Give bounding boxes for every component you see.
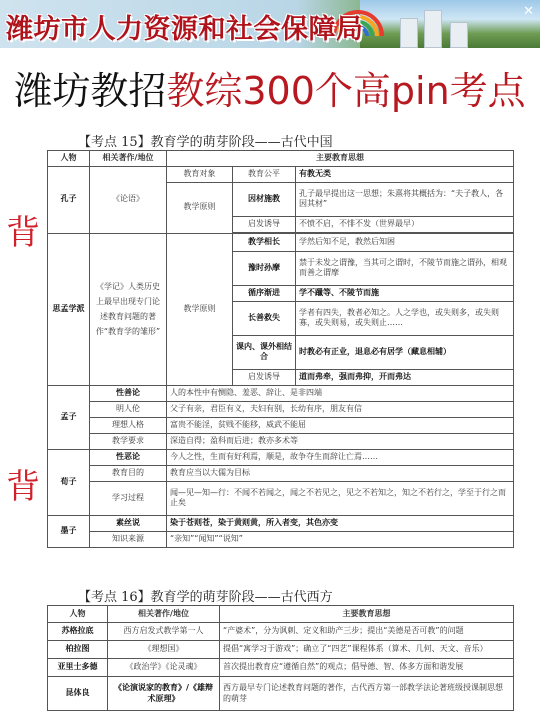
thought-value: “亲知”“闻知”“说知” — [167, 531, 514, 547]
thought-value: 学然后知不足，教然后知困 — [296, 233, 514, 251]
table-row — [48, 623, 514, 641]
table-row — [48, 515, 514, 531]
table-header-row — [48, 606, 514, 623]
building-graphic — [400, 18, 418, 48]
section15-heading: 【考点 15】教育学的萌芽阶段——古代中国 — [78, 135, 333, 150]
thought-value: 父子有亲，君臣有义，夫妇有别，长幼有序，朋友有信 — [167, 401, 514, 417]
person-name: 昆体良 — [48, 677, 108, 711]
person-name: 孟子 — [48, 385, 90, 449]
sub-label: 素丝说 — [90, 515, 167, 531]
thought-value: 学者有四失，教者必知之。人之学也，或失则多，或失则寡，或失则易，或失则止…… — [296, 301, 514, 335]
sub-label: 性恶论 — [90, 449, 167, 465]
person-name: 墨子 — [48, 515, 90, 547]
building-graphic — [424, 10, 442, 48]
section15-table — [47, 150, 514, 548]
table-header-row — [48, 151, 514, 167]
person-name: 柏拉图 — [48, 641, 108, 659]
table-row — [48, 385, 514, 401]
thought-value: 道而弗牵，强而弗抑，开而弗达 — [296, 369, 514, 385]
category-label: 教学原则 — [167, 233, 233, 385]
table-row — [48, 449, 514, 465]
thought-value: 人的本性中有恻隐、羞恶、辞让、是非四端 — [167, 385, 514, 401]
person-works: 《学记》人类历史上最早出现专门论述教育问题的著作“教育学的雏形” — [90, 233, 167, 385]
table-row — [48, 433, 514, 449]
table-row — [48, 465, 514, 481]
person-name: 思孟学派 — [48, 233, 90, 385]
person-works: 《论演说家的教育》/《雄辩术原理》 — [108, 677, 220, 711]
sub-label: 教学要求 — [90, 433, 167, 449]
headline-part1: 潍坊教招 — [14, 69, 167, 113]
sub-label: 教育公平 — [233, 166, 296, 182]
thought-value: 教育应当以大儒为目标 — [167, 465, 514, 481]
thought-value: 时教必有正业，退息必有居学（藏息相辅） — [296, 335, 514, 369]
category-label: 教育对象 — [167, 166, 233, 182]
sub-label: 明人伦 — [90, 401, 167, 417]
person-works: 《论语》 — [90, 166, 167, 233]
thought-value: 染于苍则苍，染于黄则黄，所入者变，其色亦变 — [167, 515, 514, 531]
recite-stamp: 背 — [6, 213, 40, 253]
thought-value: 西方最早专门论述教育问题的著作，古代西方第一部教学法论著班级授课制思想的萌芽 — [220, 677, 514, 711]
person-name: 荀子 — [48, 449, 90, 515]
person-works: 西方启发式教学第一人 — [108, 623, 220, 641]
sub-label: 教学相长 — [233, 233, 296, 251]
person-works: 《理想国》 — [108, 641, 220, 659]
person-name: 孔子 — [48, 166, 90, 233]
sub-label: 课内、课外相结合 — [233, 335, 296, 369]
banner-landscape — [360, 0, 540, 48]
thought-value: 有教无类 — [296, 166, 514, 182]
sub-label: 性善论 — [90, 385, 167, 401]
table-row — [48, 401, 514, 417]
banner — [0, 0, 540, 48]
thought-value: 禁于未发之谓豫，当其可之谓时，不陵节而施之谓孙，相观而善之谓摩 — [296, 251, 514, 285]
sub-label: 启发诱导 — [233, 369, 296, 385]
sub-label: 教育目的 — [90, 465, 167, 481]
table-row — [48, 417, 514, 433]
category-label: 教学原则 — [167, 182, 233, 233]
table-row — [48, 641, 514, 659]
building-graphic — [450, 22, 468, 48]
col-person: 人物 — [48, 606, 108, 623]
thought-value: 首次提出教育应“遵循自然”的观点；倡导德、智、体多方面和谐发展 — [220, 659, 514, 677]
table-row — [48, 233, 514, 251]
headline-part2: 教综300个高pin考点 — [166, 69, 526, 113]
sub-label: 豫时孙摩 — [233, 251, 296, 285]
thought-value: 孔子最早提出这一思想；朱熹将其概括为：“夫子教人，各因其材” — [296, 182, 514, 216]
section16-heading: 【考点 16】教育学的萌芽阶段——古代西方 — [78, 590, 333, 605]
page-headline — [0, 60, 540, 115]
thought-value: 不愤不启，不悱不发（世界最早） — [296, 216, 514, 232]
col-thought: 主要教育思想 — [167, 151, 514, 167]
thought-value: 提倡“寓学习于游戏”；确立了“四艺”课程体系（算术、几何、天文、音乐） — [220, 641, 514, 659]
sub-label: 长善救失 — [233, 301, 296, 335]
table-row — [48, 659, 514, 677]
col-works: 相关著作/地位 — [108, 606, 220, 623]
person-name: 苏格拉底 — [48, 623, 108, 641]
banner-title: 潍坊市人力资源和社会保障局 — [6, 14, 364, 45]
close-icon[interactable]: ✕ — [523, 4, 534, 19]
table-row — [48, 166, 514, 182]
thought-value: 闻—见—知—行：不闻不若闻之，闻之不若见之，见之不若知之，知之不若行之，学至于行之而止矣 — [167, 481, 514, 515]
sub-label: 学习过程 — [90, 481, 167, 515]
thought-value: 深造自得；盈科而后进；教亦多术等 — [167, 433, 514, 449]
person-works: 《政治学》《论灵魂》 — [108, 659, 220, 677]
table-row — [48, 481, 514, 515]
thought-value: 富贵不能淫，贫贱不能移，威武不能屈 — [167, 417, 514, 433]
sub-label: 知识来源 — [90, 531, 167, 547]
recite-stamp: 背 — [6, 467, 40, 507]
thought-value: 今人之性，生而有好利焉，顺是，故争夺生而辞让亡焉…… — [167, 449, 514, 465]
sub-label: 循序渐进 — [233, 285, 296, 301]
section16-table — [47, 605, 514, 711]
table-row — [48, 531, 514, 547]
sub-label: 理想人格 — [90, 417, 167, 433]
col-thought: 主要教育思想 — [220, 606, 514, 623]
sub-label: 启发诱导 — [233, 216, 296, 232]
person-name: 亚里士多德 — [48, 659, 108, 677]
thought-value: 学不躐等、不陵节而施 — [296, 285, 514, 301]
sub-label: 因材施教 — [233, 182, 296, 216]
col-person: 人物 — [48, 151, 90, 167]
thought-value: “产婆术”，分为讽刺、定义和助产三步；提出“美德是否可教”的问题 — [220, 623, 514, 641]
table-row — [48, 677, 514, 711]
col-works: 相关著作/地位 — [90, 151, 167, 167]
